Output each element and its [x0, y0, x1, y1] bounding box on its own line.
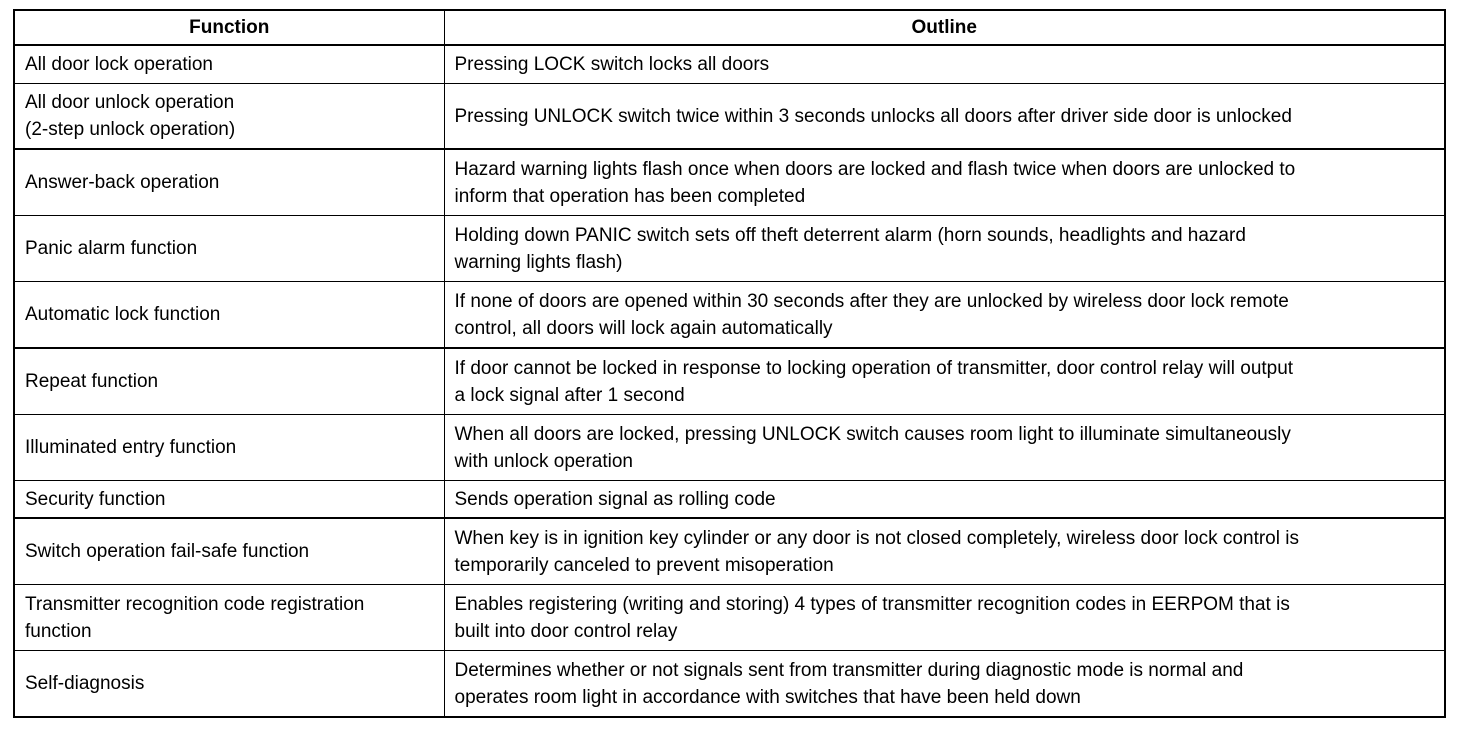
table-row: [14, 84, 1445, 150]
function-text: All door unlock operation: [25, 92, 235, 113]
table-row: [14, 216, 1445, 282]
function-cell: [14, 149, 444, 216]
function-cell: [14, 84, 444, 150]
function-cell: [14, 282, 444, 349]
outline-cell: [444, 216, 1445, 282]
function-outline-table: [13, 9, 1446, 718]
function-text: Repeat function: [25, 371, 159, 392]
outline-cell: [444, 651, 1445, 718]
outline-cell: [444, 518, 1445, 585]
function-text: Panic alarm function: [25, 238, 198, 259]
function-text: Self-diagnosis: [25, 673, 145, 694]
table-row: [14, 45, 1445, 84]
outline-text-line2: operates room light in accordance with switches that have been held down: [454, 686, 1081, 708]
outline-cell: [444, 585, 1445, 651]
function-cell: [14, 481, 444, 519]
header-function: Function: [14, 10, 444, 45]
outline-text-line2: inform that operation has been completed: [454, 185, 806, 207]
header-outline: Outline: [444, 10, 1445, 45]
outline-cell: [444, 481, 1445, 519]
outline-text-line2: a lock signal after 1 second: [454, 384, 685, 406]
outline-cell: [444, 84, 1445, 150]
table-row: [14, 651, 1445, 718]
outline-text: Holding down PANIC switch sets off theft deterrent alarm (horn sounds, headlights and hazard: [454, 224, 1246, 246]
outline-text: When all doors are locked, pressing UNLOCK switch causes room light to illuminate simultaneously: [454, 423, 1291, 445]
outline-text: If door cannot be locked in response to locking operation of transmitter, door control relay will output: [454, 357, 1294, 379]
table-row: [14, 149, 1445, 216]
function-cell: [14, 585, 444, 651]
outline-text: Pressing LOCK switch locks all doors: [454, 54, 770, 75]
outline-cell: [444, 415, 1445, 481]
outline-text: If none of doors are opened within 30 seconds after they are unlocked by wireless door lock remote: [454, 290, 1289, 312]
table-row: [14, 282, 1445, 349]
function-text: Automatic lock function: [25, 304, 221, 325]
table-row: [14, 518, 1445, 585]
function-cell: [14, 348, 444, 415]
function-cell: [14, 216, 444, 282]
table-row: [14, 415, 1445, 481]
table-header-row: [14, 10, 1445, 45]
outline-cell: [444, 45, 1445, 84]
function-cell: [14, 518, 444, 585]
function-text-line2: function: [25, 620, 92, 642]
outline-text: Pressing UNLOCK switch twice within 3 seconds unlocks all doors after driver side door is unlocked: [454, 105, 1292, 127]
outline-text-line2: control, all doors will lock again automatically: [454, 317, 833, 339]
outline-cell: [444, 282, 1445, 349]
outline-cell: [444, 348, 1445, 415]
function-table-container: [13, 9, 1446, 718]
function-cell: [14, 45, 444, 84]
outline-text: Enables registering (writing and storing) 4 types of transmitter recognition codes in EERPOM that is: [454, 593, 1290, 615]
outline-text: Sends operation signal as rolling code: [454, 488, 776, 510]
function-text: All door lock operation: [25, 54, 213, 75]
outline-text-line2: with unlock operation: [454, 450, 633, 472]
outline-cell: [444, 149, 1445, 216]
function-text: Transmitter recognition code registration: [25, 593, 365, 615]
outline-text-line2: built into door control relay: [454, 620, 678, 642]
table-row: [14, 348, 1445, 415]
function-text: Answer-back operation: [25, 172, 220, 193]
outline-text: Determines whether or not signals sent from transmitter during diagnostic mode is normal and: [454, 659, 1244, 681]
function-cell: [14, 415, 444, 481]
table-row: [14, 481, 1445, 519]
function-text: Switch operation fail-safe function: [25, 541, 310, 562]
function-text: Illuminated entry function: [25, 437, 237, 458]
outline-text-line2: warning lights flash): [454, 251, 623, 273]
function-text-line2: (2-step unlock operation): [25, 119, 236, 140]
table-row: [14, 585, 1445, 651]
outline-text: When key is in ignition key cylinder or any door is not closed completely, wireless door lock control is: [454, 527, 1299, 549]
function-cell: [14, 651, 444, 718]
outline-text: Hazard warning lights flash once when doors are locked and flash twice when doors are unlocked to: [454, 158, 1296, 180]
outline-text-line2: temporarily canceled to prevent misoperation: [454, 554, 834, 576]
function-text: Security function: [25, 488, 166, 510]
